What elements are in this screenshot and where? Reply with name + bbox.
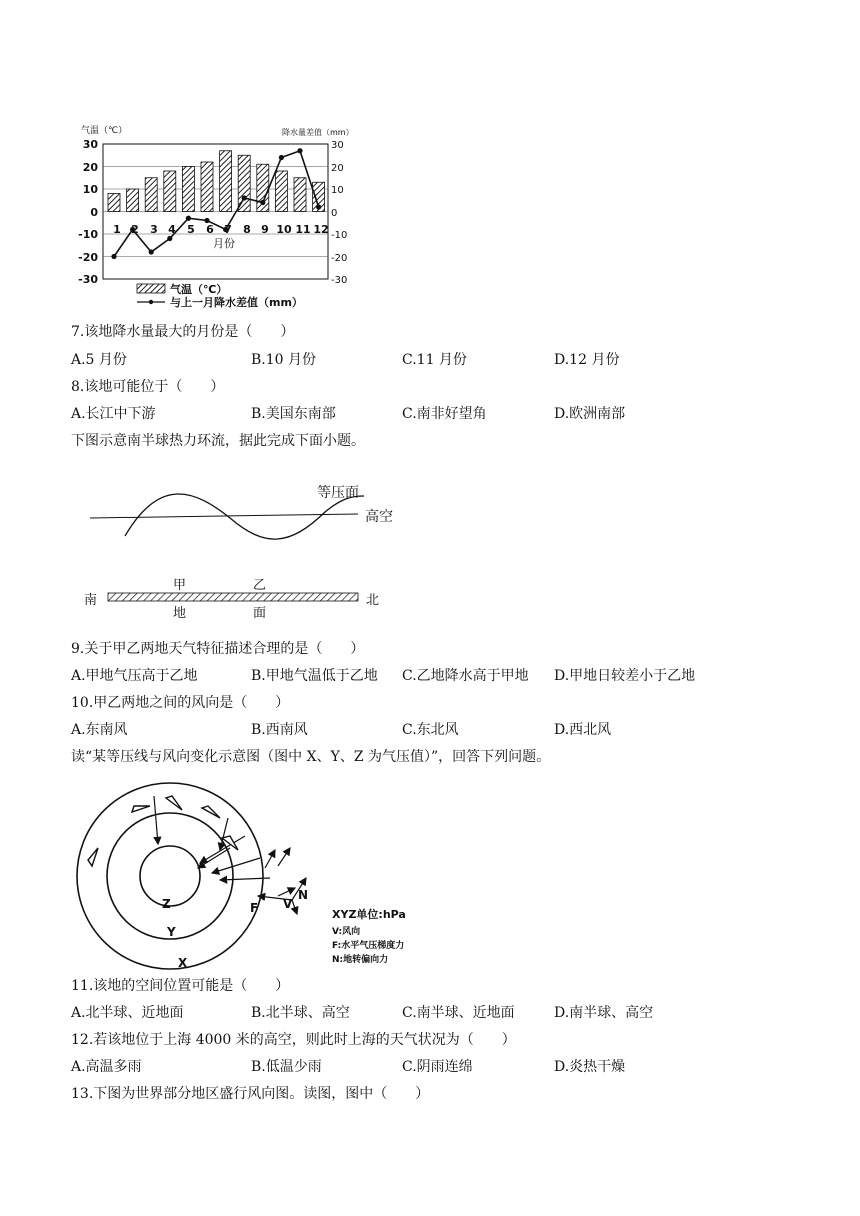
right-tick-label: 0 <box>331 208 338 219</box>
isobar-label: 等压面 <box>317 485 359 501</box>
isobar-wind-figure <box>70 778 440 970</box>
month-tick-label: 8 <box>243 223 251 236</box>
left-tick-label: -10 <box>78 228 98 241</box>
temperature-bar <box>201 162 213 212</box>
question-11-stem: 11.该地的空间位置可能是（ ） <box>71 978 290 994</box>
question-8-stem: 8.该地可能位于（ ） <box>71 379 225 395</box>
mian-label: 面 <box>253 606 267 620</box>
question-12-option-b[interactable]: B.低温少雨 <box>251 1059 322 1075</box>
temperature-bar <box>238 155 250 211</box>
right-tick-label: -20 <box>331 253 348 264</box>
question-10-stem: 10.甲乙两地之间的风向是（ ） <box>71 695 290 711</box>
z-label: Z <box>162 897 171 911</box>
high-altitude-line <box>90 514 358 518</box>
outer-flow-arrow <box>88 848 98 866</box>
f-label: F <box>250 901 259 915</box>
intro-isobar: 读“某等压线与风向变化示意图（图中 X、Y、Z 为气压值）”，回答下列问题。 <box>71 749 551 765</box>
legend-bar-label: 气温（℃） <box>170 283 228 296</box>
question-10-option-a[interactable]: A.东南风 <box>71 722 128 738</box>
temperature-bar <box>108 194 120 212</box>
question-11-option-c[interactable]: C.南半球、近地面 <box>402 1005 515 1021</box>
question-13-stem: 13.下图为世界部分地区盛行风向图。读图，图中（ ） <box>71 1086 430 1102</box>
question-7-option-c[interactable]: C.11 月份 <box>402 352 467 368</box>
wind-arrow <box>292 900 297 914</box>
temperature-bar <box>145 178 157 212</box>
legend-line-label: 与上一月降水差值（mm） <box>170 296 303 309</box>
outer-flow-arrow <box>202 806 220 818</box>
left-tick-label: 10 <box>82 183 98 196</box>
month-tick-label: 1 <box>113 223 121 236</box>
wind-arrow <box>212 858 260 873</box>
legend-f: F:水平气压梯度力 <box>332 941 405 951</box>
question-9-option-a[interactable]: A.甲地气压高于乙地 <box>71 668 198 684</box>
intro-circulation: 下图示意南半球热力环流，据此完成下面小题。 <box>71 433 365 449</box>
outer-flow-arrow <box>166 796 182 810</box>
thermal-circulation-figure <box>80 480 400 620</box>
x-label: X <box>178 956 188 970</box>
legend-bar-swatch <box>137 284 165 293</box>
precip-diff-point <box>279 155 284 160</box>
month-tick-label: 11 <box>295 223 311 236</box>
yi-label: 乙 <box>253 578 267 593</box>
precip-diff-point <box>167 236 172 241</box>
precip-diff-point <box>316 204 321 209</box>
temperature-bar <box>182 167 194 212</box>
n-label: N <box>298 888 309 902</box>
right-tick-label: -30 <box>331 275 348 286</box>
question-8-option-c[interactable]: C.南非好望角 <box>402 406 487 422</box>
precip-diff-point <box>111 254 116 259</box>
high-altitude-label: 高空 <box>365 509 393 525</box>
legend-n: N:地转偏向力 <box>332 955 389 965</box>
question-9-stem: 9.关于甲乙两地天气特征描述合理的是（ ） <box>71 641 365 657</box>
left-tick-label: 30 <box>82 138 98 151</box>
question-12-option-a[interactable]: A.高温多雨 <box>71 1059 142 1075</box>
ground-surface <box>108 593 358 601</box>
legend-v: V:风向 <box>332 927 361 937</box>
month-tick-label: 10 <box>276 223 292 236</box>
question-11-option-b[interactable]: B.北半球、高空 <box>251 1005 350 1021</box>
wind-arrow <box>154 796 158 844</box>
precip-diff-point <box>260 200 265 205</box>
question-12-option-c[interactable]: C.阴雨连绵 <box>402 1059 473 1075</box>
month-tick-label: 5 <box>187 223 195 236</box>
right-tick-label: 10 <box>331 185 344 196</box>
precip-diff-point <box>242 195 247 200</box>
month-tick-label: 12 <box>313 223 329 236</box>
v-label: V <box>283 897 293 911</box>
question-10-option-d[interactable]: D.西北风 <box>554 722 612 738</box>
month-tick-label: 3 <box>150 223 158 236</box>
question-10-option-c[interactable]: C.东北风 <box>402 722 459 738</box>
precip-diff-point <box>297 148 302 153</box>
wind-arrow <box>198 848 230 868</box>
temperature-bar <box>127 189 139 212</box>
y-label: Y <box>167 925 176 939</box>
question-7-stem: 7.该地降水量最大的月份是（ ） <box>71 324 295 340</box>
precip-diff-point <box>149 249 154 254</box>
question-9-option-d[interactable]: D.甲地日较差小于乙地 <box>554 668 696 684</box>
month-tick-label: 9 <box>261 223 269 236</box>
question-11-option-d[interactable]: D.南半球、高空 <box>554 1005 654 1021</box>
question-8-option-a[interactable]: A.长江中下游 <box>71 406 156 422</box>
jia-label: 甲 <box>173 578 187 593</box>
wind-arrow <box>278 888 295 896</box>
question-7-option-d[interactable]: D.12 月份 <box>554 352 620 368</box>
isobar-y-circle <box>107 813 233 939</box>
chart-legend <box>137 282 303 309</box>
question-8-option-d[interactable]: D.欧洲南部 <box>554 406 626 422</box>
month-tick-label: 7 <box>224 223 232 236</box>
left-tick-label: -20 <box>78 251 98 264</box>
question-7-option-a[interactable]: A.5 月份 <box>71 352 127 368</box>
right-tick-label: 30 <box>331 140 344 151</box>
month-tick-label: 4 <box>168 223 176 236</box>
question-9-option-c[interactable]: C.乙地降水高于甲地 <box>402 668 529 684</box>
right-tick-label: -10 <box>331 230 348 241</box>
left-tick-label: 0 <box>90 206 98 219</box>
question-8-option-b[interactable]: B.美国东南部 <box>251 406 336 422</box>
question-12-stem: 12.若该地位于上海 4000 米的高空，则此时上海的天气状况为（ ） <box>71 1032 516 1048</box>
x-axis-title: 月份 <box>213 237 235 250</box>
precip-diff-point <box>186 216 191 221</box>
question-11-option-a[interactable]: A.北半球、近地面 <box>71 1005 184 1021</box>
temperature-bar <box>164 171 176 212</box>
question-7-option-b[interactable]: B.10 月份 <box>251 352 317 368</box>
question-10-option-b[interactable]: B.西南风 <box>251 722 308 738</box>
month-tick-label: 6 <box>206 223 214 236</box>
right-tick-label: 20 <box>331 163 344 174</box>
question-12-option-d[interactable]: D.炎热干燥 <box>554 1059 626 1075</box>
legend-unit: XYZ单位:hPa <box>332 908 406 921</box>
left-tick-label: -30 <box>78 273 98 286</box>
temperature-bar <box>294 178 306 212</box>
isobar-x-circle <box>77 783 263 969</box>
outer-flow-arrow <box>132 806 150 812</box>
south-label: 南 <box>84 593 98 608</box>
temperature-bar <box>275 171 287 212</box>
left-axis-title: 气温（℃） <box>81 126 128 136</box>
right-axis-title: 降水量差值（mm） <box>282 128 354 137</box>
climate-chart <box>70 118 370 313</box>
wind-arrow <box>278 848 290 866</box>
north-label: 北 <box>366 593 380 608</box>
left-tick-label: 20 <box>82 161 98 174</box>
wind-arrow <box>220 818 228 850</box>
wind-arrow <box>265 850 275 868</box>
month-tick-label: 2 <box>131 223 139 236</box>
temperature-bar <box>220 151 232 212</box>
question-9-option-b[interactable]: B.甲地气温低于乙地 <box>251 668 378 684</box>
di-label: 地 <box>173 606 187 620</box>
legend-line-marker <box>149 300 153 304</box>
